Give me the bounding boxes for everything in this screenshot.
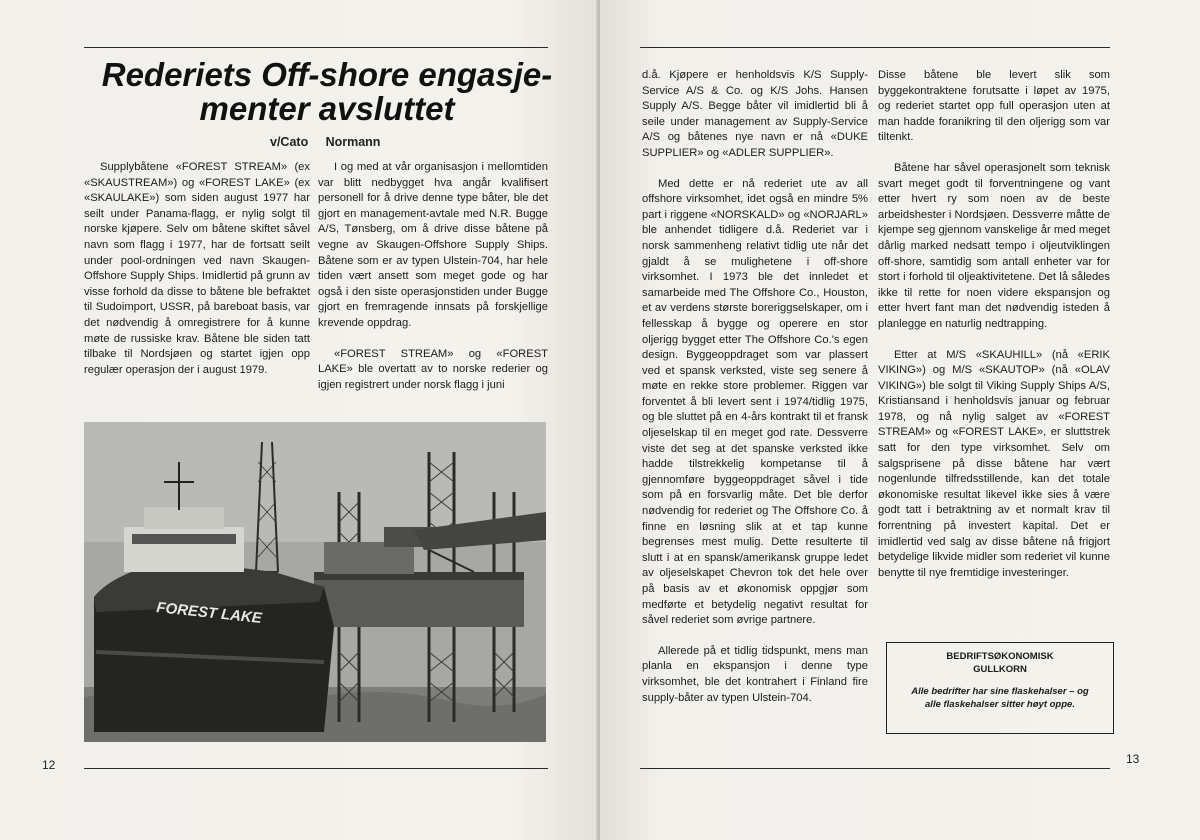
bottom-rule xyxy=(640,768,1110,769)
left-column-1 xyxy=(84,160,310,393)
ship-name: FOREST LAKE xyxy=(155,599,263,628)
paragraph: Disse båtene ble levert slik som byggekontraktene forutsatte i løpet av 1975, og rederiet startet opp full operasjon uten at man hadde foranikring til den oljerigg som var tiltenkt. xyxy=(878,69,1110,144)
box-heading-line-1: BEDRIFTSØKONOMISK xyxy=(946,651,1054,662)
paragraph: Med dette er nå rederiet ute av all offshore virksomhet, idet også en mindre 5% part i riggene «NORSKALD» og «NORJARL» ble anhendet tidligere d.å. Rederiet var i norsk sammenheng relativt tidlig ute når det gjaldt å se mulighetene i off-shore virksomhet. I 1973 ble det innledet et samarbeide med The Offshore Co., Houston, et av verdens største boreriggselskaper, om i fellesskap å bygge og operere en stor oljerigg bygget etter The Offshore Co.'s egen design. Byggeoppdraget som var plassert ved et spansk verksted, viste seg senere å møte en rekke store problemer. Riggen var forventet å bli levert sent i 1974/tidlig 1975, og ble sluttet på en 4-års kontrakt til et fransk oljeselskap til en meget god rate. Dessverre viste det seg at det spanske verksted ikke hadde tilstrekkelig kompetanse til å gjennomføre byggeoppdraget såvel i tide som på en forsvarlig måte. Det ble derfor nødvendig for rederiet og The Offshore Co. å finne en løsning slik at et tap kunne begrenses mest mulig. Dette resulterte til slutt i at en spansk/amerikansk gruppe ledet av oljeselskapet Chevron tok det hele over på basis av et økonomisk oppgjør som medførte et betydelig negativt resultat for såvel rederiet som øvrige partnere. xyxy=(642,177,868,627)
box-heading-line-2: GULLKORN xyxy=(973,663,1027,675)
box-heading xyxy=(887,651,1113,676)
paragraph: Supplybåtene «FOREST STREAM» (ex «SKAUSTREAM») og «FOREST LAKE» (ex «SKAULAKE») som siden august 1977 har seilt under Panama-flagg, er nylig solgt til norske kjøpere. Selv om båtene skiftet såvel navn som flagg i 1977, har de fortsatt seilt under pool-ordningen ved navn Skaugen-Offshore Supply Ships. Imidlertid på grunn av visse forhold da disse to båtene ble befraktet til Sudoimport, USSR, på bareboat basis, var det nødvendig å omregistrere for å kunne møte de russiske krav. Båtene ble siden tatt tilbake til Nordsjøen og startet igjen opp regulær operasjon der i august 1979. xyxy=(84,161,310,376)
box-body: Alle bedrifter har sine flaskehalser – og alle flaskehalser sitter høyt oppe. xyxy=(911,686,1089,710)
paragraph: Allerede på et tidlig tidspunkt, mens man planla en ekspansjon i denne type virksomhet, ble det kontrahert i Finland fire supply-båter av typen Ulstein-704. xyxy=(642,644,868,704)
rig-and-ship-photo xyxy=(84,422,546,742)
right-column-2 xyxy=(878,68,1110,596)
gullkorn-box xyxy=(886,642,1114,734)
title-line-1: Rederiets Off-shore engasje- xyxy=(101,56,553,93)
paragraph: I og med at vår organisasjon i mellomtiden var blitt nedbygget hva angår kvalifisert personell for å drive denne type båter, ble det gjort en management-avtale med N.R. Bugge A/S, Tønsberg, om å drive disse båtene på vegne av Skaugen-Offshore Supply Ships. Båtene som er av typen Ulstein-704, har hele tiden vært ansett som meget gode og har også i den siste operasjonstiden under Bugge gjort en fremragende innsats på forskjellige krevende oppdrag. xyxy=(318,161,548,329)
photo-illustration xyxy=(84,422,546,742)
paragraph: Båtene har såvel operasjonelt som teknisk svart meget godt til forventningene og vant etter hvert ry som noen av de beste arbeidshester i Nordsjøen. Dessverre måtte de kjempe seg gjennom vanskelige år med meget dårlig marked nedsatt tempo i oljeutviklingen off-shore, samtidig som antall enheter var for stort i forhold til oljeaktivitetene. Det lå således ikke til rette for noen videre ekspansjon og etter hvert fant man det nødvendig isteden å planlegge en naturlig nedtrapping. xyxy=(878,161,1110,330)
title-line-2: menter avsluttet xyxy=(199,90,455,127)
page-number-right: 13 xyxy=(1126,752,1140,766)
paragraph: d.å. Kjøpere er henholdsvis K/S Supply-Service A/S & Co. og K/S Johs. Hansen Supply A/S. Begge båter vil imidlertid bli å seile under management av Supply-Service A/S og båtenes nye navn er nå «DUKE SUPPLIER» og «ADLER SUPPLIER». xyxy=(642,69,868,159)
right-column-1 xyxy=(642,68,868,721)
left-column-2 xyxy=(318,160,548,408)
top-rule xyxy=(84,47,548,48)
left-page xyxy=(0,0,598,840)
top-rule xyxy=(640,47,1110,48)
paragraph: «FOREST STREAM» og «FOREST LAKE» ble overtatt av to norske rederier og igjen registrert under norsk flagg i juni xyxy=(318,347,548,391)
article-title xyxy=(84,58,570,126)
byline: v/Cato Normann xyxy=(270,135,381,149)
paragraph: Etter at M/S «SKAUHILL» (nå «ERIK VIKING») og M/S «SKAUTOP» (nå «OLAV VIKING») ble solgt til Viking Supply Ships A/S, Kristiansand i henholdsvis januar og februar 1978, og nå nylig salget av «FOREST STREAM» og «FOREST LAKE», er sluttstrek satt for den type virksomhet. Selv om salgsprisene på disse båtene har vært nogenlunde tilfredsstillende, kan det totale økonomiske resultat likevel ikke sies å være godt tatt i betraktning av et normalt krav til forrentning på investert kapital. Det er imidlertid ved salg av disse båtene nå frigjort betydelige likvide midler som rederiet vil kunne benytte til nye fremtidige investeringer. xyxy=(878,348,1110,579)
bottom-rule xyxy=(84,768,548,769)
page-number-left: 12 xyxy=(42,758,56,772)
